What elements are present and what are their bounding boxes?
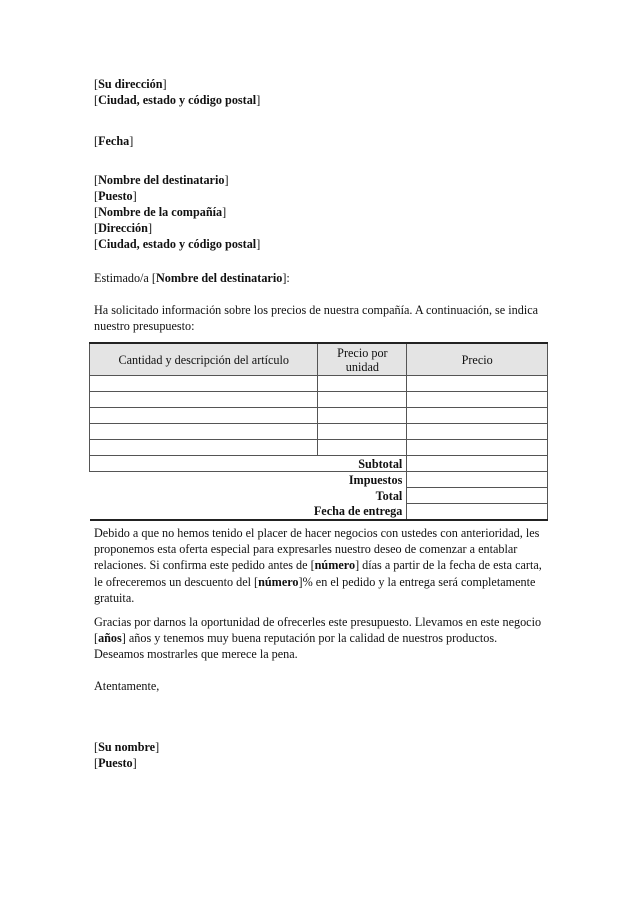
col-header-description: Cantidad y descripción del artículo	[90, 343, 318, 376]
subtotal-row	[90, 456, 548, 472]
col-header-price: Precio	[407, 343, 548, 376]
sender-city: Ciudad, estado y código postal	[98, 93, 257, 107]
days-placeholder: número	[314, 558, 356, 573]
intro-paragraph: Ha solicitado información sobre los precios de nuestra compañía. A continuación, se indica nuestro presupuesto:	[94, 303, 539, 334]
subtotal-label: Subtotal	[90, 456, 407, 472]
signature-name: Su nombre	[98, 740, 156, 754]
signature-position: Puesto	[98, 756, 133, 770]
sender-address: Su dirección	[98, 77, 163, 91]
table-row	[90, 376, 548, 392]
delivery-date-value	[407, 504, 548, 521]
table-row	[90, 408, 548, 424]
total-value	[407, 488, 548, 504]
sender-block	[94, 76, 554, 108]
offer-paragraph: Debido a que no hemos tenido el placer de hacer negocios con ustedes con anterioridad, les proponemos esta oferta especial para expresarles nuestro deseo de comenzar a entablar relaciones. Si confirma este pedido antes de [número] días a partir de la fecha de esta carta, le ofreceremos un descuento del [número]% en el pedido y la entrega será completamente gratuita.	[94, 526, 542, 605]
recipient-address: Dirección	[98, 221, 148, 235]
delivery-date-row	[90, 504, 548, 521]
greeting: Estimado/a [Nombre del destinatario]:	[94, 271, 290, 285]
recipient-city: Ciudad, estado y código postal	[98, 237, 257, 251]
sender-city-line: [Ciudad, estado y código postal]	[94, 93, 261, 107]
recipient-company: Nombre de la compañía	[98, 205, 223, 219]
table-row	[90, 440, 548, 456]
table-row	[90, 392, 548, 408]
thanks-paragraph: Gracias por darnos la oportunidad de ofrecerles este presupuesto. Llevamos en este negocio [años] años y tenemos muy buena reputación por la calidad de nuestros productos. Deseamos mostrarles que merece la pena.	[94, 615, 542, 662]
discount-placeholder: número	[258, 574, 299, 589]
quote-table	[89, 342, 548, 521]
total-label: Total	[375, 488, 403, 503]
subtotal-value	[407, 456, 548, 472]
tax-value	[407, 472, 548, 488]
recipient-block: [Nombre del destinatario] [Puesto] [Nombre de la compañía] [Dirección] [Ciudad, estado y código postal]	[94, 173, 261, 251]
greeting-recipient-name: Nombre del destinatario	[155, 271, 283, 285]
date-block: [Fecha]	[94, 134, 134, 148]
recipient-name: Nombre del destinatario	[98, 173, 225, 187]
tax-label: Impuestos	[348, 472, 403, 487]
table-row	[90, 424, 548, 440]
quote-table-header	[90, 343, 548, 376]
years-placeholder: años	[98, 631, 122, 646]
tax-row	[90, 472, 548, 488]
total-row	[90, 488, 548, 504]
signature-block: [Su nombre] [Puesto]	[94, 740, 160, 770]
col-header-unit-price: Precio por unidad	[318, 343, 407, 376]
recipient-position: Puesto	[98, 189, 133, 203]
closing: Atentamente,	[94, 679, 160, 693]
delivery-date-label: Fecha de entrega	[90, 504, 407, 521]
letter-date: Fecha	[98, 134, 130, 148]
sender-address-line: [Su dirección]	[94, 77, 167, 91]
